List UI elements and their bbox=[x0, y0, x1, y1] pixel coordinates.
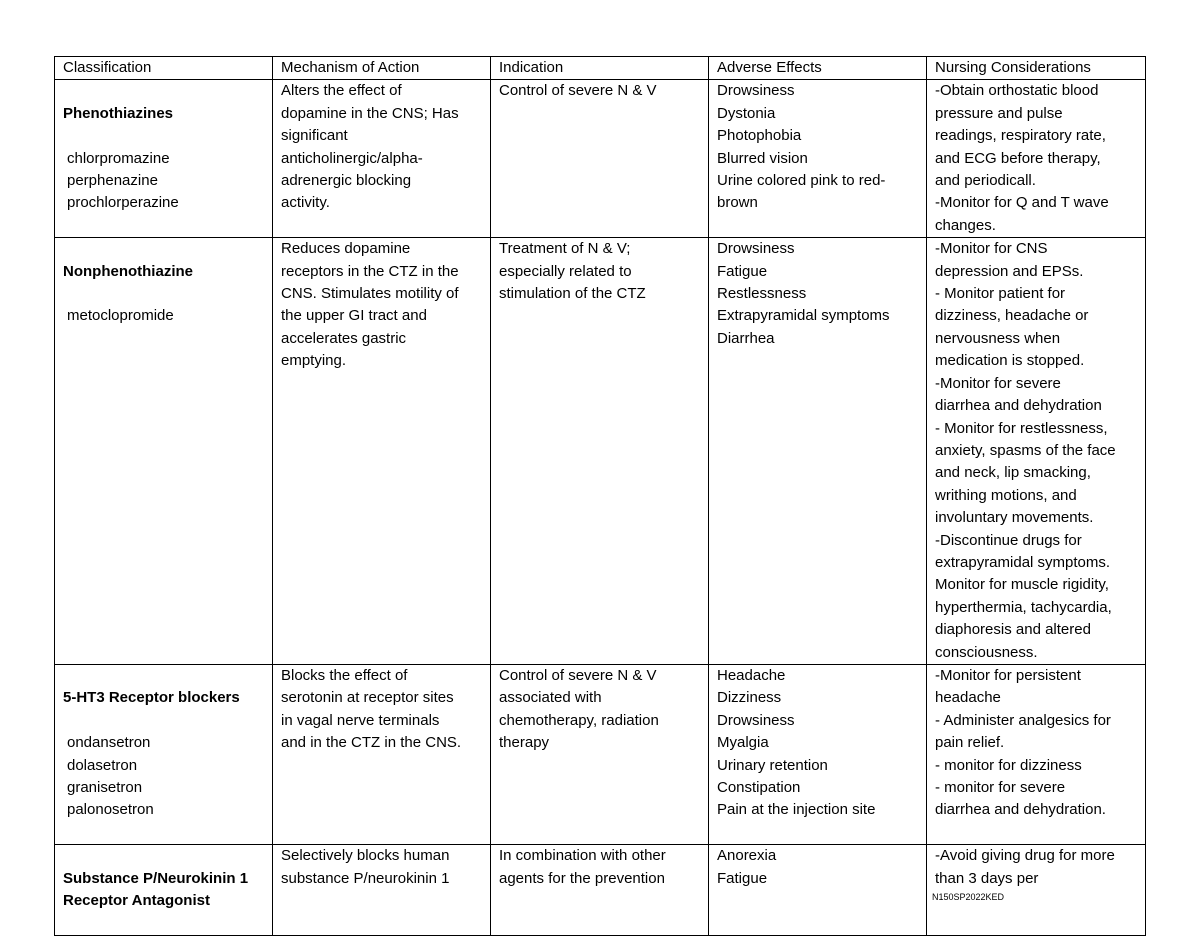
nursing-cell: -Avoid giving drug for more than 3 days per bbox=[927, 845, 1146, 936]
indication-cell: Treatment of N & V; especially related to stimulation of the CTZ bbox=[491, 238, 709, 665]
classification-cell bbox=[55, 80, 273, 238]
adverse-effects-cell: Anorexia Fatigue bbox=[709, 845, 927, 936]
mechanism-cell: Reduces dopamine receptors in the CTZ in the CNS. Stimulates motility of the upper GI tract and accelerates gastric emptying. bbox=[273, 238, 491, 665]
table-row bbox=[55, 80, 1146, 238]
classification-cell bbox=[55, 845, 273, 936]
adverse-effects-cell: Drowsiness Fatigue Restlessness Extrapyramidal symptoms Diarrhea bbox=[709, 238, 927, 665]
table-row bbox=[55, 238, 1146, 665]
header-indication: Indication bbox=[491, 57, 709, 80]
nursing-cell: -Monitor for persistent headache - Administer analgesics for pain relief. - monitor for dizziness - monitor for severe diarrhea and dehydration. bbox=[927, 664, 1146, 844]
mechanism-cell: Blocks the effect of serotonin at receptor sites in vagal nerve terminals and in the CTZ in the CNS. bbox=[273, 664, 491, 844]
classification-cell bbox=[55, 664, 273, 844]
class-name: Nonphenothiazine bbox=[63, 262, 193, 280]
mechanism-cell: Selectively blocks human substance P/neurokinin 1 bbox=[273, 845, 491, 936]
table-row bbox=[55, 664, 1146, 844]
class-name: Phenothiazines bbox=[63, 104, 174, 122]
drug-list: metoclopromide bbox=[67, 307, 174, 325]
adverse-effects-cell: Headache Dizziness Drowsiness Myalgia Urinary retention Constipation Pain at the injection site bbox=[709, 664, 927, 844]
indication-cell: In combination with other agents for the prevention bbox=[491, 845, 709, 936]
drug-list: ondansetron dolasetron granisetron palonosetron bbox=[67, 734, 154, 819]
indication-cell: Control of severe N & V bbox=[491, 80, 709, 238]
classification-cell bbox=[55, 238, 273, 665]
adverse-effects-cell: Drowsiness Dystonia Photophobia Blurred vision Urine colored pink to red- brown bbox=[709, 80, 927, 238]
nursing-cell: -Monitor for CNS depression and EPSs. - Monitor patient for dizziness, headache or nervousness when medication is stopped. -Monitor for severe diarrhea and dehydration - Monitor for restlessness, anxiety, spasms of the face and neck, lip smacking, writhing motions, and involuntary movements. -Discontinue drugs for extrapyramidal symptoms. Monitor for muscle rigidity, hyperthermia, tachycardia, diaphoresis and altered consciousness. bbox=[927, 238, 1146, 665]
antiemetic-drug-table bbox=[54, 56, 1146, 936]
indication-cell: Control of severe N & V associated with chemotherapy, radiation therapy bbox=[491, 664, 709, 844]
header-adverse-effects: Adverse Effects bbox=[709, 57, 927, 80]
nursing-cell: -Obtain orthostatic blood pressure and pulse readings, respiratory rate, and ECG before therapy, and periodicall. -Monitor for Q and T wave changes. bbox=[927, 80, 1146, 238]
header-classification: Classification bbox=[55, 57, 273, 80]
drug-list: chlorpromazine perphenazine prochlorperazine bbox=[67, 149, 179, 212]
header-mechanism: Mechanism of Action bbox=[273, 57, 491, 80]
table-header-row bbox=[55, 57, 1146, 80]
footer-code: N150SP2022KED bbox=[932, 892, 1005, 902]
header-nursing-considerations: Nursing Considerations bbox=[927, 57, 1146, 80]
table-row bbox=[55, 845, 1146, 936]
class-name: Substance P/Neurokinin 1 Receptor Antagonist bbox=[63, 869, 249, 910]
class-name: 5-HT3 Receptor blockers bbox=[63, 689, 240, 707]
mechanism-cell: Alters the effect of dopamine in the CNS; Has significant anticholinergic/alpha- adrenergic blocking activity. bbox=[273, 80, 491, 238]
